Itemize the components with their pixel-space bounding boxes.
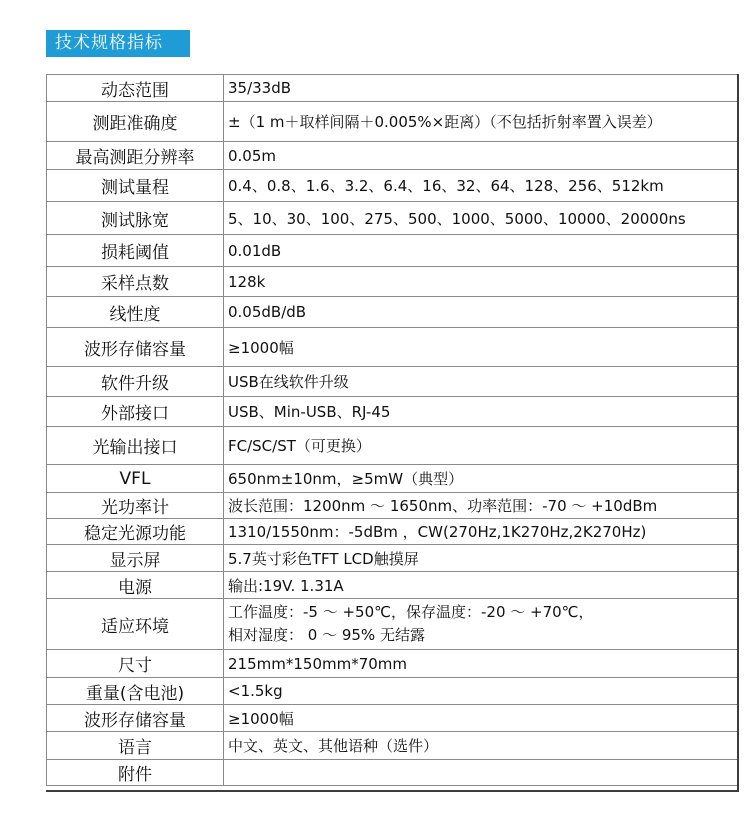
spec-value: 35/33dB bbox=[224, 75, 738, 102]
table-row bbox=[47, 297, 738, 328]
table-shadow-bottom bbox=[46, 790, 739, 792]
table-row bbox=[47, 202, 738, 235]
table-row bbox=[47, 705, 738, 732]
spec-value: 中文、英文、其他语种（选件） bbox=[224, 732, 738, 760]
spec-label: 尺寸 bbox=[47, 650, 224, 678]
spec-value: 波长范围：1200nm ～ 1650nm、功率范围：-70 ～ +10dBm bbox=[224, 493, 738, 519]
spec-value: USB在线软件升级 bbox=[224, 367, 738, 397]
spec-value: ≥1000幅 bbox=[224, 705, 738, 732]
table-row bbox=[47, 267, 738, 297]
spec-label: 测距准确度 bbox=[47, 102, 224, 142]
spec-label: 光功率计 bbox=[47, 493, 224, 519]
spec-label: 测试量程 bbox=[47, 170, 224, 202]
table-row bbox=[47, 75, 738, 102]
spec-label: 附件 bbox=[47, 760, 224, 786]
spec-value: 5、10、30、100、275、500、1000、5000、10000、20000ns bbox=[224, 202, 738, 235]
table-row bbox=[47, 572, 738, 599]
spec-label: 动态范围 bbox=[47, 75, 224, 102]
spec-value: 输出:19V. 1.31A bbox=[224, 572, 738, 599]
table-row bbox=[47, 235, 738, 267]
spec-label: 语言 bbox=[47, 732, 224, 760]
spec-value: 128k bbox=[224, 267, 738, 297]
spec-label: 光输出接口 bbox=[47, 427, 224, 465]
spec-value: 215mm*150mm*70mm bbox=[224, 650, 738, 678]
spec-value: ≥1000幅 bbox=[224, 328, 738, 367]
table-row bbox=[47, 760, 738, 786]
table-row bbox=[47, 519, 738, 545]
table-row bbox=[47, 732, 738, 760]
table-row bbox=[47, 678, 738, 705]
table-row bbox=[47, 465, 738, 493]
spec-value-line: 相对湿度： 0 ～ 95% 无结露 bbox=[228, 626, 425, 644]
table-row bbox=[47, 397, 738, 427]
spec-label: 最高测距分辨率 bbox=[47, 142, 224, 170]
spec-value bbox=[224, 599, 738, 650]
section-title: 技术规格指标 bbox=[46, 30, 190, 57]
spec-value-line: 工作温度：-5 ～ +50℃，保存温度：-20 ～ +70℃， bbox=[228, 603, 594, 621]
spec-value: 0.05dB/dB bbox=[224, 297, 738, 328]
spec-value: 650nm±10nm，≥5mW（典型） bbox=[224, 465, 738, 493]
spec-label: 适应环境 bbox=[47, 599, 224, 650]
spec-label: 外部接口 bbox=[47, 397, 224, 427]
spec-label: 采样点数 bbox=[47, 267, 224, 297]
table-row bbox=[47, 170, 738, 202]
spec-value: 5.7英寸彩色TFT LCD触摸屏 bbox=[224, 545, 738, 572]
spec-value: 1310/1550nm：-5dBm ，CW(270Hz,1K270Hz,2K270Hz) bbox=[224, 519, 738, 545]
spec-label: 重量(含电池) bbox=[47, 678, 224, 705]
spec-label: 波形存储容量 bbox=[47, 328, 224, 367]
table-row bbox=[47, 328, 738, 367]
spec-label: 电源 bbox=[47, 572, 224, 599]
table-row bbox=[47, 599, 738, 650]
spec-value: 0.05m bbox=[224, 142, 738, 170]
spec-label: 波形存储容量 bbox=[47, 705, 224, 732]
table-row bbox=[47, 545, 738, 572]
table-row bbox=[47, 367, 738, 397]
spec-value: <1.5kg bbox=[224, 678, 738, 705]
spec-table bbox=[46, 74, 738, 786]
spec-label: VFL bbox=[47, 465, 224, 493]
spec-label: 稳定光源功能 bbox=[47, 519, 224, 545]
table-row bbox=[47, 650, 738, 678]
table-shadow-right bbox=[737, 74, 739, 792]
spec-value bbox=[224, 760, 738, 786]
spec-value: FC/SC/ST（可更换） bbox=[224, 427, 738, 465]
table-row bbox=[47, 102, 738, 142]
spec-label: 软件升级 bbox=[47, 367, 224, 397]
spec-value: USB、Min-USB、RJ-45 bbox=[224, 397, 738, 427]
spec-label: 测试脉宽 bbox=[47, 202, 224, 235]
spec-label: 线性度 bbox=[47, 297, 224, 328]
spec-label: 损耗阈值 bbox=[47, 235, 224, 267]
spec-value: 0.01dB bbox=[224, 235, 738, 267]
spec-value: 0.4、0.8、1.6、3.2、6.4、16、32、64、128、256、512km bbox=[224, 170, 738, 202]
spec-label: 显示屏 bbox=[47, 545, 224, 572]
table-row bbox=[47, 427, 738, 465]
table-row bbox=[47, 493, 738, 519]
spec-value: ±（1 m＋取样间隔＋0.005%×距离）（不包括折射率置入误差） bbox=[224, 102, 738, 142]
table-row bbox=[47, 142, 738, 170]
